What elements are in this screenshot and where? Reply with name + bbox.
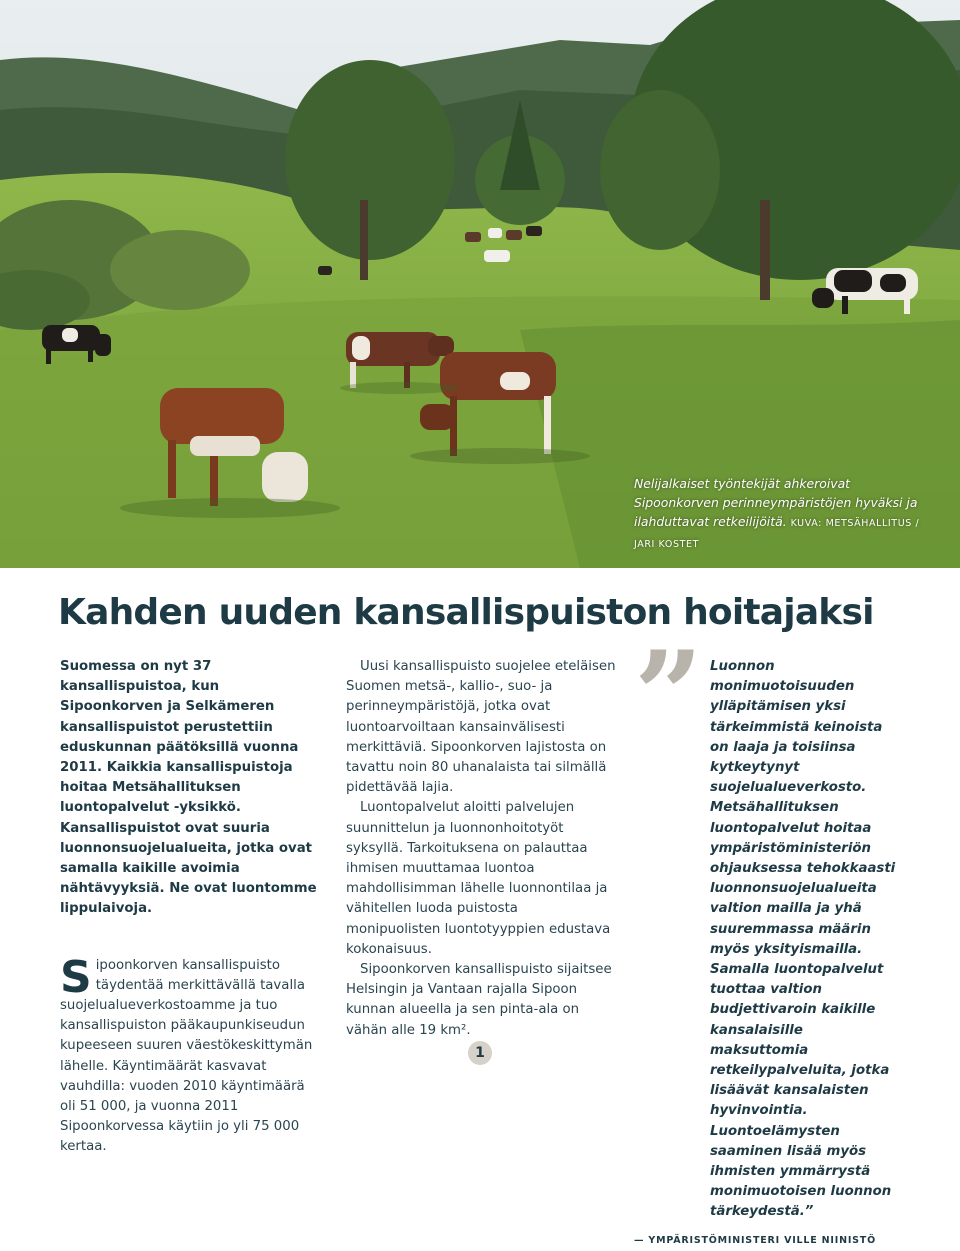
photo-caption <box>634 474 934 554</box>
paragraph-1-text: ipoonkorven kansallispuisto täydentää merkittävällä tavalla suojelualueverkostoamme ja tuo kansallispuiston pääkaupunkiseudun kupeeseen suuren väestökeskittymän lähelle. Käyntimäärät kasvavat vauhdilla: vuoden 2010 käyntimäärä oli 51 000, ja vuonna 2011 Sipoonkorvessa käytiin jo yli 75 000 kertaa. <box>60 957 313 1155</box>
caption-text: Nelijalkaiset työntekijät ahkeroivat Sipoonkorven perinneympäristöjen hyväksi ja ilahduttavat retkeilijöitä. <box>634 476 918 529</box>
article-paragraph-2: Uusi kansallispuisto suojelee eteläisen Suomen metsä-, kallio-, suo- ja perinneympäristöjä, jotka ovat luontoarvoiltaan kansainvälisesti merkittäviä. Sipoonkorven lajistosta on tavattu noin 80 uhanalaista tai silmällä pidettävää lajia. <box>346 659 616 796</box>
drop-cap: S <box>60 951 92 1003</box>
pull-quote <box>634 657 902 1251</box>
article-paragraph-3: Luontopalvelut aloitti palvelujen suunnittelun ja luonnonhoitotyöt syksyllä. Tarkoituksena on palauttaa ihmisen muuttamaa luontoa mahdollisimman lähelle luonnontilaa ja vähitellen luoda puistosta monipuolisten luontotyyppien edustava kokonaisuus. <box>346 800 611 957</box>
page-number: 1 <box>468 1041 492 1065</box>
column-2 <box>346 657 616 1041</box>
photo-credit: KUVA: METSÄHALLITUS / JARI KOSTET <box>634 518 920 550</box>
article-paragraph-1 <box>60 951 320 1158</box>
article-paragraph-4: Sipoonkorven kansallispuisto sijaitsee Helsingin ja Vantaan rajalla Sipoon kunnan alueella ja sen pinta-ala on vähän alle 19 km². <box>346 962 612 1038</box>
quote-attribution: — YMPÄRISTÖMINISTERI VILLE NIINISTÖ <box>634 1234 876 1246</box>
pasture-photo <box>0 0 960 568</box>
quote-mark-icon: ” <box>634 625 704 766</box>
quote-text: Luonnon monimuotoisuuden ylläpitämisen yksi tärkeimmistä keinoista on laaja ja toisiinsa kytkeytynyt suojelualueverkosto. Metsähallituksen luontopalvelut hoitaa ympäristöministeriön ohjauksessa tehokkaasti luonnonsuojelualueita valtion mailla ja yhä suuremmassa määrin myös yksityismailla. Samalla luontopalvelut tuottaa valtion budjettivaroin kaikille kansalaisille maksuttomia retkeilypalveluita, jotka lisäävät kansalaisten hyvinvointia. Luontoelämysten saaminen lisää myös ihmisten ymmärrystä monimuotoisen luonnon tärkeydestä.” <box>710 659 896 1220</box>
article-headline: Kahden uuden kansallispuiston hoitajaksi <box>58 592 874 633</box>
column-1 <box>60 657 320 1158</box>
article-lead: Suomessa on nyt 37 kansallispuistoa, kun Sipoonkorven ja Selkämeren kansallispuistot perustettiin eduskunnan päätöksillä vuonna 2011. Kaikkia kansallispuistoja hoitaa Metsähallituksen luontopalvelut -yksikkö. Kansallispuistot ovat suuria luonnonsuojelualueita, jotka ovat samalla kaikille avoimia nähtävyyksiä. Ne ovat luontomme lippulaivoja. <box>60 659 317 917</box>
